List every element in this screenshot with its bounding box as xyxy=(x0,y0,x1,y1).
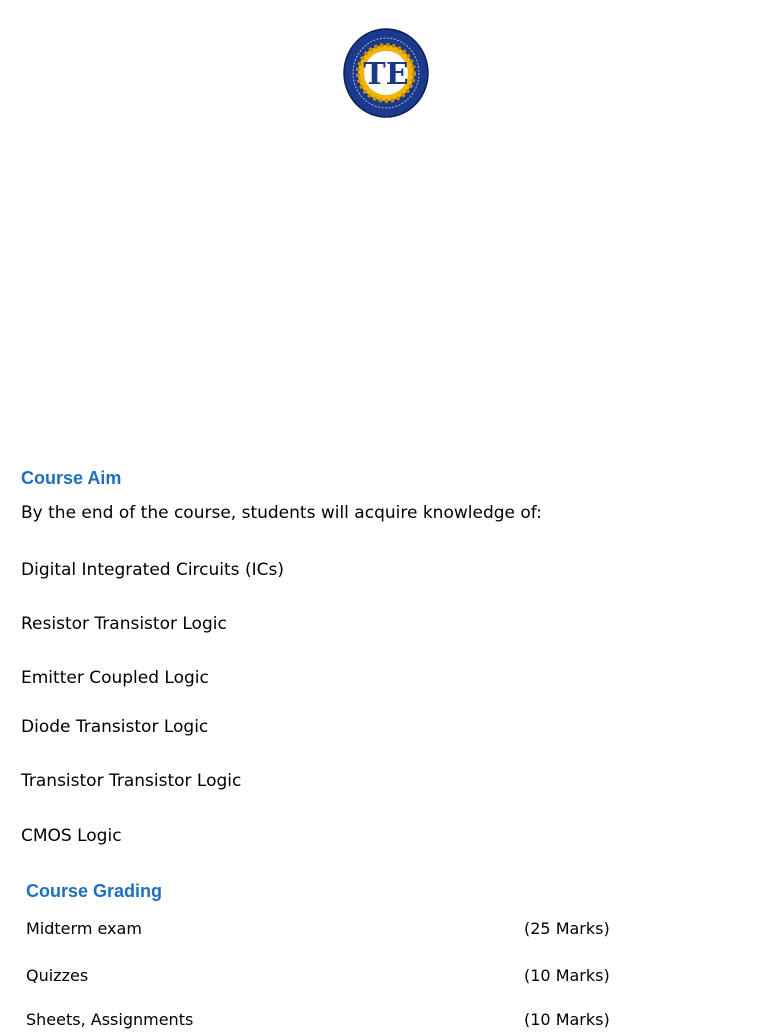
logo-letters: TE xyxy=(363,57,409,92)
grading-row xyxy=(26,1010,626,1032)
topic-item: Resistor Transistor Logic xyxy=(21,614,227,634)
course-grading-heading: Course Grading xyxy=(26,881,163,901)
topic-item: Emitter Coupled Logic xyxy=(21,668,209,688)
topic-item: Diode Transistor Logic xyxy=(21,717,209,737)
grading-row xyxy=(26,966,626,988)
topic-item: Transistor Transistor Logic xyxy=(21,771,242,791)
topic-item: Digital Integrated Circuits (ICs) xyxy=(21,560,284,580)
institution-logo xyxy=(343,28,429,118)
course-aim-heading: Course Aim xyxy=(21,468,122,488)
course-aim-intro: By the end of the course, students will acquire knowledge of: xyxy=(21,503,542,523)
grading-marks: (10 Marks) xyxy=(524,1010,610,1029)
grading-item: Sheets, Assignments xyxy=(26,1010,194,1029)
grading-marks: (10 Marks) xyxy=(524,966,610,985)
grading-marks: (25 Marks) xyxy=(524,919,610,938)
grading-item: Quizzes xyxy=(26,966,89,985)
grading-row xyxy=(26,919,626,941)
topic-item: CMOS Logic xyxy=(21,826,122,846)
grading-item: Midterm exam xyxy=(26,919,142,938)
